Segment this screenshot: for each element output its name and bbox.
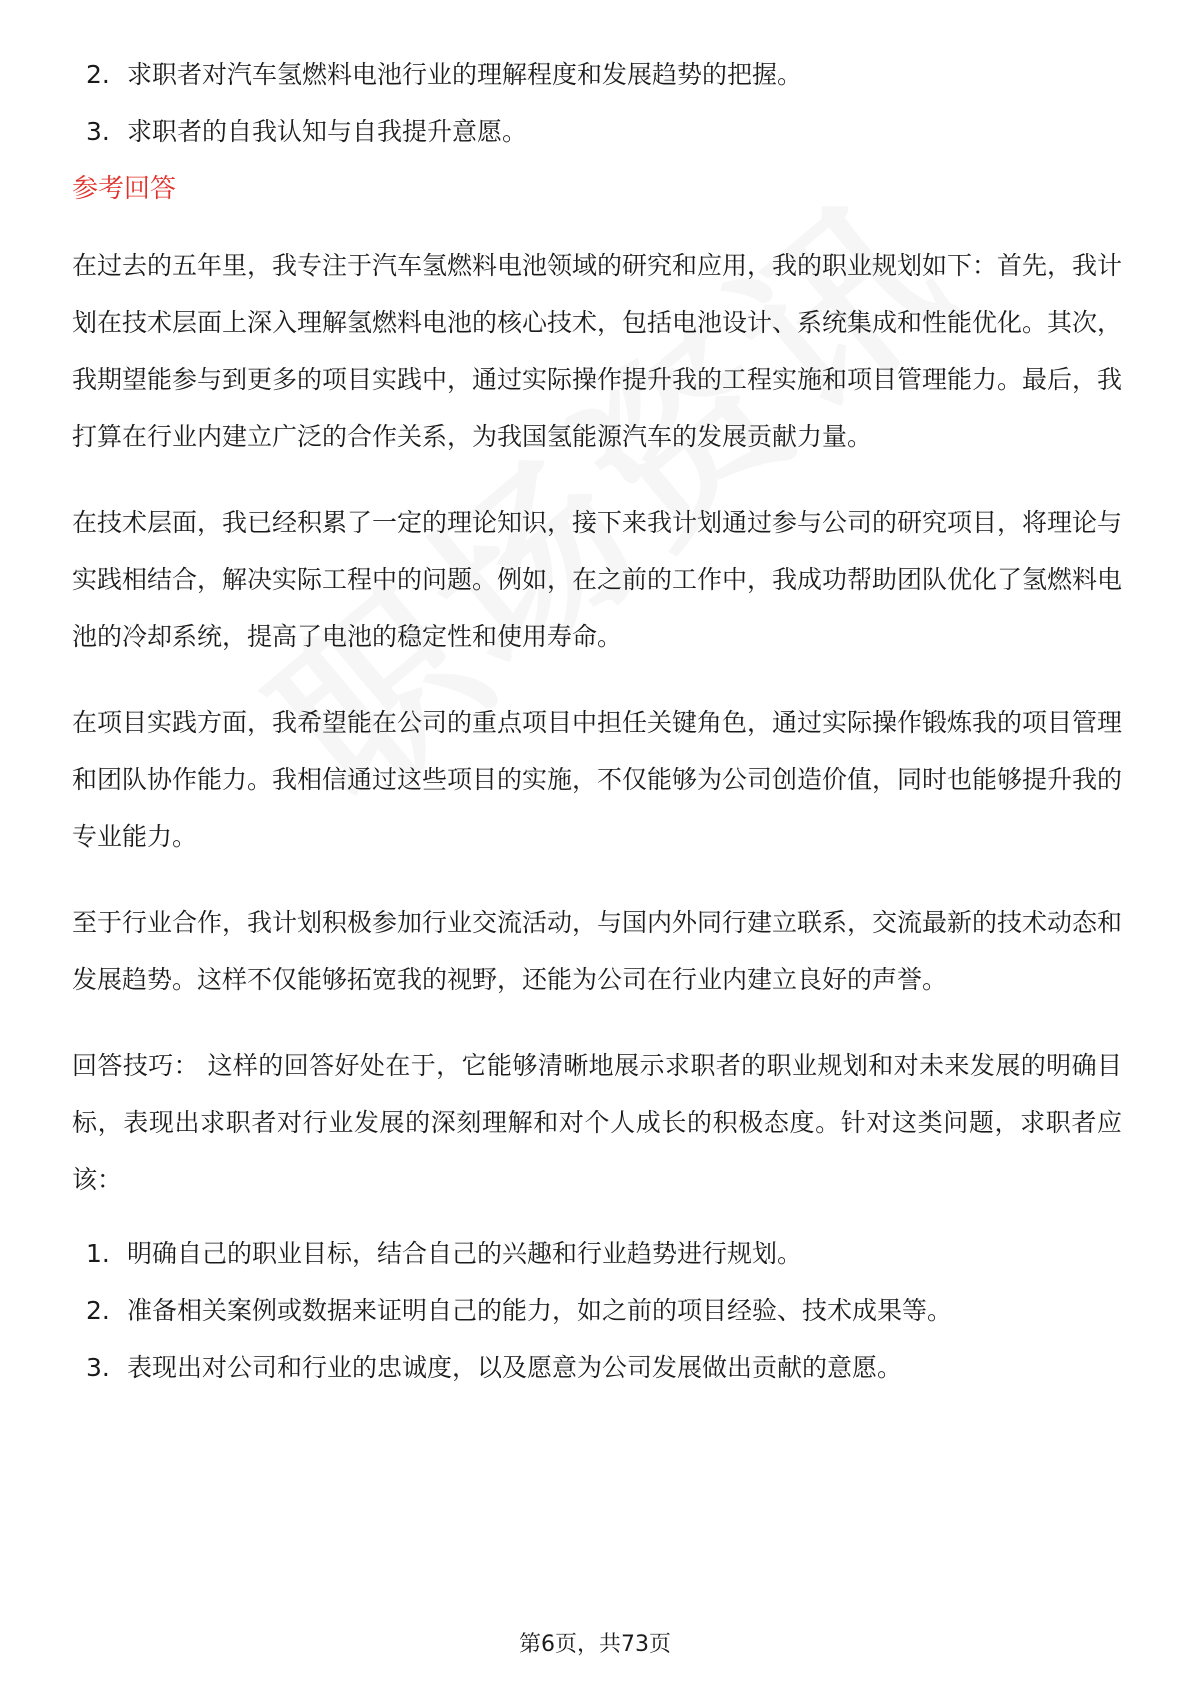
page-number-footer: 第6页，共73页: [519, 1632, 671, 1657]
list-item: [72, 1294, 1122, 1328]
list-item: [72, 115, 1122, 149]
list-item-text: 准备相关案例或数据来证明自己的能力，如之前的项目经验、技术成果等。: [127, 1296, 953, 1325]
paragraph: 在过去的五年里，我专注于汽车氢燃料电池领域的研究和应用，我的职业规划如下：首先，我计划在技术层面上深入理解氢燃料电池的核心技术，包括电池设计、系统集成和性能优化。其次，我期望能参与到更多的项目实践中，通过实际操作提升我的工程实施和项目管理能力。最后，我打算在行业内建立广泛的合作关系，为我国氢能源汽车的发展贡献力量。: [72, 251, 1123, 451]
list-item: [72, 1351, 1122, 1385]
list-item: [72, 1237, 1122, 1271]
section-title: 参考回答: [72, 174, 177, 204]
list-item-number: 2.: [86, 60, 110, 89]
page-content: [72, 58, 1122, 1408]
list-item-text: 表现出对公司和行业的忠诚度，以及愿意为公司发展做出贡献的意愿。: [127, 1353, 903, 1382]
list-item-number: 1.: [86, 1239, 110, 1268]
bottom-numbered-list: [72, 1237, 1122, 1385]
list-item-text: 明确自己的职业目标，结合自己的兴趣和行业趋势进行规划。: [127, 1239, 803, 1268]
list-item-number: 3.: [86, 1353, 110, 1382]
paragraph: 在技术层面，我已经积累了一定的理论知识，接下来我计划通过参与公司的研究项目，将理论与实践相结合，解决实际工程中的问题。例如，在之前的工作中，我成功帮助团队优化了氢燃料电池的冷却系统，提高了电池的稳定性和使用寿命。: [72, 508, 1123, 651]
paragraph: 在项目实践方面，我希望能在公司的重点项目中担任关键角色，通过实际操作锻炼我的项目管理和团队协作能力。我相信通过这些项目的实施，不仅能够为公司创造价值，同时也能够提升我的专业能力。: [72, 708, 1123, 851]
top-numbered-list: [72, 58, 1122, 149]
list-item: [72, 58, 1122, 92]
list-item-text: 求职者的自我认知与自我提升意愿。: [127, 117, 528, 146]
paragraph: 至于行业合作，我计划积极参加行业交流活动，与国内外同行建立联系，交流最新的技术动态和发展趋势。这样不仅能够拓宽我的视野，还能为公司在行业内建立良好的声誉。: [72, 908, 1123, 994]
list-item-number: 3.: [86, 117, 110, 146]
list-item-text: 求职者对汽车氢燃料电池行业的理解程度和发展趋势的把握。: [127, 60, 803, 89]
list-item-number: 2.: [86, 1296, 110, 1325]
answer-tips-paragraph: 回答技巧： 这样的回答好处在于，它能够清晰地展示求职者的职业规划和对未来发展的明确目标，表现出求职者对行业发展的深刻理解和对个人成长的积极态度。针对这类问题，求职者应该：: [72, 1051, 1122, 1194]
